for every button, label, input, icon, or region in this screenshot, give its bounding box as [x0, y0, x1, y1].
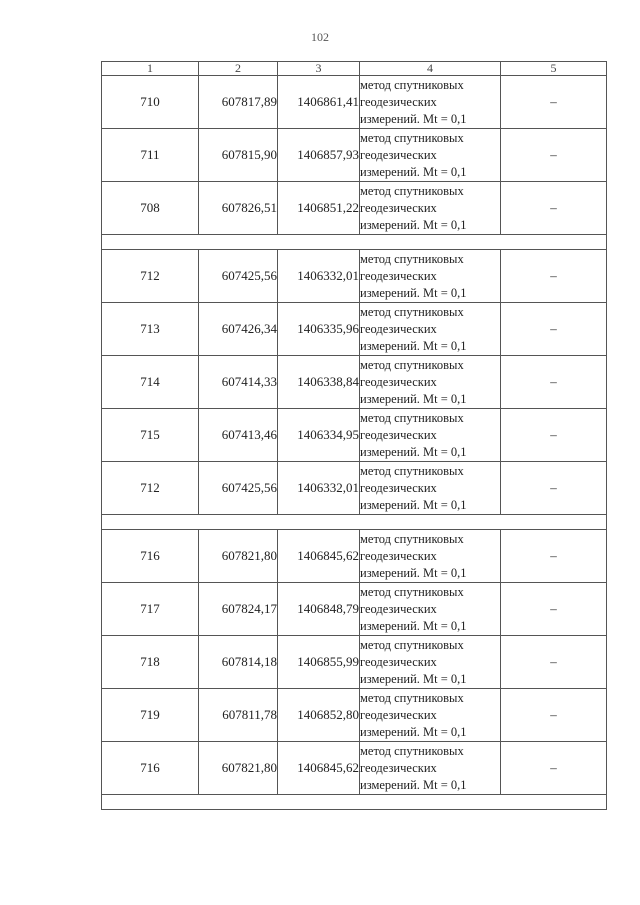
y-coordinate-cell: 1406332,01 [278, 462, 360, 515]
method-text-line3: измерений. Mt = 0,1 [360, 217, 467, 232]
table-row [102, 462, 607, 515]
method-cell [360, 250, 501, 303]
group-separator-cell [102, 795, 607, 810]
y-coordinate-cell: 1406332,01 [278, 250, 360, 303]
table-row [102, 76, 607, 129]
method-text-line1: метод спутниковых [360, 743, 464, 758]
point-number-cell: 717 [102, 583, 199, 636]
y-coordinate-cell: 1406852,80 [278, 689, 360, 742]
column-header-3: 3 [278, 62, 360, 76]
method-text-line2: геодезических [360, 268, 437, 283]
x-coordinate-cell: 607414,33 [199, 356, 278, 409]
method-text-line3: измерений. Mt = 0,1 [360, 618, 467, 633]
note-cell: – [501, 583, 607, 636]
column-header-5: 5 [501, 62, 607, 76]
method-text-line3: измерений. Mt = 0,1 [360, 565, 467, 580]
x-coordinate-cell: 607425,56 [199, 250, 278, 303]
point-number-cell: 716 [102, 530, 199, 583]
method-text-line2: геодезических [360, 601, 437, 616]
note-cell: – [501, 742, 607, 795]
point-number-cell: 710 [102, 76, 199, 129]
point-number-cell: 712 [102, 462, 199, 515]
method-text-line3: измерений. Mt = 0,1 [360, 164, 467, 179]
table-row [102, 583, 607, 636]
note-cell: – [501, 689, 607, 742]
method-text-line1: метод спутниковых [360, 304, 464, 319]
note-cell: – [501, 250, 607, 303]
x-coordinate-cell: 607826,51 [199, 182, 278, 235]
method-cell [360, 76, 501, 129]
group-separator-cell [102, 235, 607, 250]
point-number-cell: 714 [102, 356, 199, 409]
y-coordinate-cell: 1406338,84 [278, 356, 360, 409]
method-text-line3: измерений. Mt = 0,1 [360, 391, 467, 406]
table-body [102, 76, 607, 810]
method-text-line1: метод спутниковых [360, 77, 464, 92]
method-cell [360, 182, 501, 235]
method-text-line2: геодезических [360, 760, 437, 775]
table-row [102, 356, 607, 409]
column-header-1: 1 [102, 62, 199, 76]
x-coordinate-cell: 607811,78 [199, 689, 278, 742]
method-cell [360, 303, 501, 356]
table-row [102, 409, 607, 462]
column-header-4: 4 [360, 62, 501, 76]
method-text-line1: метод спутниковых [360, 637, 464, 652]
y-coordinate-cell: 1406855,99 [278, 636, 360, 689]
method-text-line3: измерений. Mt = 0,1 [360, 444, 467, 459]
note-cell: – [501, 356, 607, 409]
method-cell [360, 462, 501, 515]
table-row [102, 250, 607, 303]
x-coordinate-cell: 607824,17 [199, 583, 278, 636]
note-cell: – [501, 636, 607, 689]
method-text-line1: метод спутниковых [360, 130, 464, 145]
x-coordinate-cell: 607426,34 [199, 303, 278, 356]
method-text-line2: геодезических [360, 94, 437, 109]
method-text-line1: метод спутниковых [360, 410, 464, 425]
method-text-line3: измерений. Mt = 0,1 [360, 671, 467, 686]
method-text-line1: метод спутниковых [360, 251, 464, 266]
method-cell [360, 742, 501, 795]
point-number-cell: 711 [102, 129, 199, 182]
column-header-2: 2 [199, 62, 278, 76]
method-cell [360, 129, 501, 182]
note-cell: – [501, 303, 607, 356]
group-separator-cell [102, 515, 607, 530]
method-text-line1: метод спутниковых [360, 690, 464, 705]
method-text-line2: геодезических [360, 147, 437, 162]
method-text-line2: геодезических [360, 200, 437, 215]
x-coordinate-cell: 607821,80 [199, 530, 278, 583]
method-text-line2: геодезических [360, 321, 437, 336]
table-row [102, 636, 607, 689]
group-separator-row [102, 515, 607, 530]
y-coordinate-cell: 1406334,95 [278, 409, 360, 462]
table-row [102, 689, 607, 742]
method-cell [360, 409, 501, 462]
method-text-line2: геодезических [360, 480, 437, 495]
point-number-cell: 715 [102, 409, 199, 462]
note-cell: – [501, 462, 607, 515]
method-cell [360, 356, 501, 409]
y-coordinate-cell: 1406848,79 [278, 583, 360, 636]
point-number-cell: 719 [102, 689, 199, 742]
method-text-line2: геодезических [360, 548, 437, 563]
method-text-line1: метод спутниковых [360, 357, 464, 372]
note-cell: – [501, 409, 607, 462]
coordinates-table [101, 61, 607, 810]
method-text-line2: геодезических [360, 707, 437, 722]
x-coordinate-cell: 607821,80 [199, 742, 278, 795]
x-coordinate-cell: 607425,56 [199, 462, 278, 515]
method-text-line2: геодезических [360, 654, 437, 669]
y-coordinate-cell: 1406845,62 [278, 742, 360, 795]
y-coordinate-cell: 1406857,93 [278, 129, 360, 182]
point-number-cell: 716 [102, 742, 199, 795]
y-coordinate-cell: 1406861,41 [278, 76, 360, 129]
method-text-line3: измерений. Mt = 0,1 [360, 111, 467, 126]
method-cell [360, 583, 501, 636]
table-row [102, 182, 607, 235]
header-row [102, 62, 607, 76]
method-text-line3: измерений. Mt = 0,1 [360, 777, 467, 792]
x-coordinate-cell: 607817,89 [199, 76, 278, 129]
x-coordinate-cell: 607413,46 [199, 409, 278, 462]
note-cell: – [501, 129, 607, 182]
method-text-line1: метод спутниковых [360, 463, 464, 478]
method-text-line3: измерений. Mt = 0,1 [360, 497, 467, 512]
x-coordinate-cell: 607815,90 [199, 129, 278, 182]
table-row [102, 742, 607, 795]
method-text-line2: геодезических [360, 374, 437, 389]
point-number-cell: 708 [102, 182, 199, 235]
method-cell [360, 530, 501, 583]
method-text-line3: измерений. Mt = 0,1 [360, 285, 467, 300]
note-cell: – [501, 530, 607, 583]
note-cell: – [501, 76, 607, 129]
method-cell [360, 689, 501, 742]
method-text-line1: метод спутниковых [360, 531, 464, 546]
y-coordinate-cell: 1406851,22 [278, 182, 360, 235]
method-text-line3: измерений. Mt = 0,1 [360, 338, 467, 353]
method-text-line1: метод спутниковых [360, 183, 464, 198]
group-separator-row [102, 235, 607, 250]
x-coordinate-cell: 607814,18 [199, 636, 278, 689]
table-row [102, 303, 607, 356]
table-row [102, 129, 607, 182]
method-text-line1: метод спутниковых [360, 584, 464, 599]
group-separator-row [102, 795, 607, 810]
y-coordinate-cell: 1406335,96 [278, 303, 360, 356]
note-cell: – [501, 182, 607, 235]
method-text-line2: геодезических [360, 427, 437, 442]
y-coordinate-cell: 1406845,62 [278, 530, 360, 583]
method-text-line3: измерений. Mt = 0,1 [360, 724, 467, 739]
point-number-cell: 712 [102, 250, 199, 303]
page-number: 102 [311, 30, 329, 44]
method-cell [360, 636, 501, 689]
point-number-cell: 713 [102, 303, 199, 356]
point-number-cell: 718 [102, 636, 199, 689]
table-row [102, 530, 607, 583]
